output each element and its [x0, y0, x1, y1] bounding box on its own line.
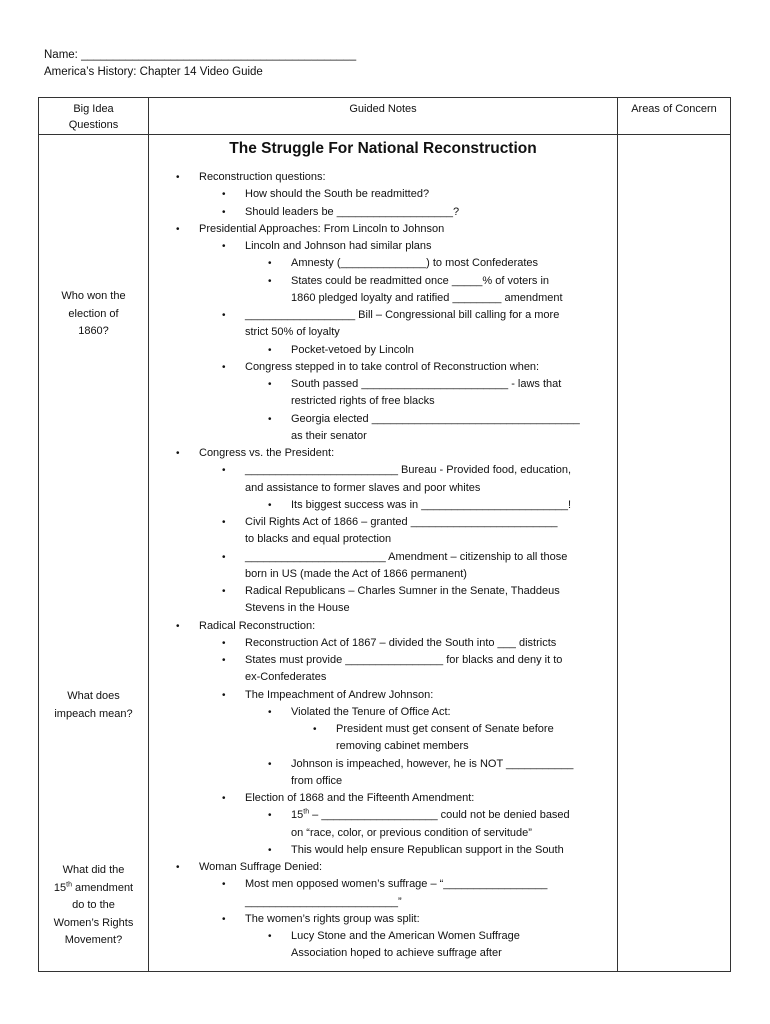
bullet-icon: • — [222, 913, 226, 925]
bullet-icon: • — [222, 879, 226, 891]
note-line — [149, 669, 617, 686]
note-text: Lincoln and Johnson had similar plans — [245, 240, 432, 252]
note-line — [149, 618, 617, 635]
note-line — [149, 411, 617, 428]
note-line — [149, 635, 617, 652]
bullet-icon: • — [176, 862, 180, 873]
note-text: Civil Rights Act of 1866 – granted ________________________ — [245, 516, 558, 528]
note-line — [149, 566, 617, 583]
note-line — [149, 221, 617, 238]
note-line — [149, 549, 617, 566]
note-text: States could be readmitted once _____% of voters in — [291, 274, 550, 287]
note-text: restricted rights of free blacks — [291, 395, 435, 408]
note-line — [149, 859, 617, 876]
note-line — [149, 169, 617, 186]
note-text: Pocket-vetoed by Lincoln — [291, 343, 414, 356]
bullet-icon: • — [268, 379, 272, 390]
note-line — [149, 462, 617, 479]
note-line — [149, 359, 617, 376]
note-line — [149, 704, 617, 721]
note-text: _______________________ Amendment – citizenship to all those — [245, 550, 568, 563]
guided-notes-cell — [149, 135, 618, 972]
note-text: _________________________ Bureau - Provided food, education, — [245, 464, 571, 477]
bullet-icon: • — [268, 844, 272, 856]
note-line — [149, 825, 617, 842]
bullet-icon: • — [268, 931, 272, 942]
notes-title: The Struggle For National Reconstruction — [229, 140, 537, 157]
note-line — [149, 600, 617, 617]
note-text: on “race, color, or previous condition of servitude” — [291, 826, 532, 839]
bullet-icon: • — [268, 706, 272, 718]
note-text: 15th – ___________________ could not be denied based — [291, 808, 570, 822]
note-text: from office — [291, 774, 343, 787]
note-text: This would help ensure Republican support in the South — [291, 843, 564, 856]
bullet-icon: • — [222, 655, 226, 666]
name-field-line: Name: ___________________________________________ — [44, 49, 357, 61]
note-text: The women’s rights group was split: — [245, 912, 420, 925]
note-line — [149, 342, 617, 359]
bullet-icon: • — [268, 258, 272, 270]
note-line — [149, 393, 617, 410]
note-line — [149, 186, 617, 203]
note-line — [149, 842, 617, 859]
bullet-icon: • — [176, 448, 180, 459]
areas-of-concern-cell[interactable] — [618, 135, 731, 972]
note-line — [149, 687, 617, 704]
bullet-icon: • — [222, 637, 226, 649]
bullet-icon: • — [222, 586, 226, 597]
note-text: _________________________” — [245, 895, 402, 908]
note-text: Election of 1868 and the Fifteenth Amendment: — [245, 792, 475, 804]
note-text: Reconstruction Act of 1867 – divided the South into ___ districts — [245, 636, 557, 649]
note-line — [149, 876, 617, 893]
column-header-big-idea: Big Idea Questions — [39, 98, 149, 135]
bullet-icon: • — [268, 758, 272, 770]
column-header-areas-of-concern: Areas of Concern — [618, 98, 731, 135]
column-header-guided-notes: Guided Notes — [149, 98, 618, 135]
document-subtitle: America’s History: Chapter 14 Video Guide — [44, 66, 263, 78]
note-line — [149, 738, 617, 755]
bullet-icon: • — [222, 361, 226, 373]
note-text: Woman Suffrage Denied: — [199, 861, 323, 873]
bullet-icon: • — [268, 499, 272, 511]
note-text: Reconstruction questions: — [199, 171, 326, 183]
note-text: removing cabinet members — [336, 740, 469, 753]
bullet-icon: • — [176, 223, 180, 235]
note-line — [149, 376, 617, 393]
table-header-row — [39, 98, 731, 135]
notes-list — [149, 169, 617, 963]
note-line — [149, 807, 617, 824]
bullet-icon: • — [176, 172, 180, 183]
note-text: Should leaders be ___________________? — [245, 205, 460, 218]
bullet-icon: • — [222, 793, 226, 804]
note-text: The Impeachment of Andrew Johnson: — [245, 688, 434, 701]
note-text: 1860 pledged loyalty and ratified ________ amendment — [291, 291, 563, 304]
note-text: Congress vs. the President: — [199, 447, 335, 459]
note-text: Johnson is impeached, however, he is NOT ___________ — [291, 757, 574, 770]
note-text: Stevens in the House — [245, 602, 350, 615]
note-text: Presidential Approaches: From Lincoln to Johnson — [199, 222, 445, 235]
bullet-icon: • — [222, 189, 226, 201]
note-text: Radical Republicans – Charles Sumner in the Senate, Thaddeus — [245, 585, 560, 597]
note-line — [149, 652, 617, 669]
big-idea-questions-cell — [39, 135, 149, 972]
note-text: and assistance to former slaves and poor whites — [245, 481, 481, 494]
note-line — [149, 497, 617, 514]
note-text: Its biggest success was in ________________________! — [291, 498, 572, 511]
note-text: Amnesty (______________) to most Confederates — [291, 257, 539, 270]
note-text: Lucy Stone and the American Women Suffrage — [291, 930, 520, 942]
note-line — [149, 583, 617, 600]
note-text: Congress stepped in to take control of Reconstruction when: — [245, 360, 540, 373]
note-line — [149, 290, 617, 307]
note-text: born in US (made the Act of 1866 permanent) — [245, 567, 467, 580]
bullet-icon: • — [313, 724, 317, 735]
bullet-icon: • — [222, 689, 226, 701]
note-line — [149, 445, 617, 462]
note-line — [149, 514, 617, 531]
table-body-row — [39, 135, 731, 972]
note-line — [149, 756, 617, 773]
note-line — [149, 790, 617, 807]
note-text: as their senator — [291, 429, 367, 442]
bullet-icon: • — [222, 465, 226, 477]
note-line — [149, 945, 617, 962]
note-line — [149, 307, 617, 324]
note-line — [149, 324, 617, 341]
note-text: South passed ________________________ - laws that — [291, 378, 562, 390]
note-text: States must provide ________________ for blacks and deny it to — [245, 654, 563, 666]
note-text: President must get consent of Senate before — [336, 723, 554, 735]
note-text: Violated the Tenure of Office Act: — [291, 705, 451, 718]
bullet-icon: • — [268, 413, 272, 425]
bullet-icon: • — [268, 810, 272, 822]
note-line — [149, 894, 617, 911]
note-text: Association hoped to achieve suffrage after — [291, 947, 502, 960]
note-line — [149, 238, 617, 255]
bullet-icon: • — [268, 344, 272, 356]
note-text: ex-Confederates — [245, 671, 327, 684]
bullet-icon: • — [268, 275, 272, 287]
note-line — [149, 480, 617, 497]
bullet-icon: • — [176, 620, 180, 632]
note-line — [149, 255, 617, 272]
note-line — [149, 721, 617, 738]
bullet-icon: • — [222, 517, 226, 528]
bullet-icon: • — [222, 310, 226, 321]
note-line — [149, 773, 617, 790]
note-line — [149, 428, 617, 445]
note-text: Most men opposed women’s suffrage – “_________________ — [245, 878, 548, 891]
note-line — [149, 531, 617, 548]
note-text: How should the South be readmitted? — [245, 188, 430, 201]
bullet-icon: • — [222, 206, 226, 218]
note-text: Radical Reconstruction: — [199, 619, 316, 632]
note-line — [149, 911, 617, 928]
note-line — [149, 204, 617, 221]
question-election-1860: Who won the election of 1860? — [61, 290, 126, 337]
bullet-icon: • — [222, 241, 226, 252]
note-line — [149, 928, 617, 945]
video-guide-table — [38, 97, 731, 972]
note-text: Georgia elected __________________________________ — [291, 412, 580, 425]
note-text: __________________ Bill – Congressional bill calling for a more — [245, 309, 560, 321]
note-line — [149, 273, 617, 290]
note-text: to blacks and equal protection — [245, 533, 392, 546]
bullet-icon: • — [222, 551, 226, 563]
question-15th-amendment: What did the 15th amendment do to the Women’s Rights Movement? — [53, 864, 134, 946]
question-impeach-meaning: What does impeach mean? — [54, 690, 133, 720]
note-text: strict 50% of loyalty — [245, 326, 340, 339]
